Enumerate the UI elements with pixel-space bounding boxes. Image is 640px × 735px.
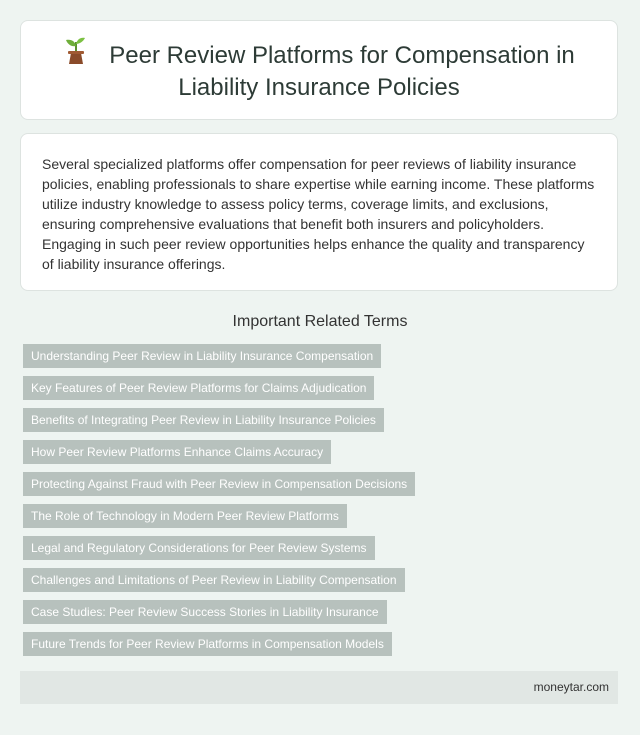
footer-site-link[interactable]: moneytar.com <box>533 680 609 694</box>
footer <box>20 671 618 704</box>
title-card <box>20 20 618 120</box>
related-term-link[interactable]: Key Features of Peer Review Platforms for Claims Adjudication <box>23 376 374 400</box>
related-term-link[interactable]: Future Trends for Peer Review Platforms in Compensation Models <box>23 632 392 656</box>
page-title: Peer Review Platforms for Compensation in Liability Insurance Policies <box>109 42 575 101</box>
related-term-link[interactable]: Challenges and Limitations of Peer Review in Liability Compensation <box>23 568 405 592</box>
related-term-link[interactable]: Protecting Against Fraud with Peer Review in Compensation Decisions <box>23 472 415 496</box>
sprout-icon <box>63 37 89 73</box>
related-term-link[interactable]: Case Studies: Peer Review Success Stories in Liability Insurance <box>23 600 387 624</box>
page-title-block <box>51 37 587 103</box>
related-term-link[interactable]: How Peer Review Platforms Enhance Claims Accuracy <box>23 440 331 464</box>
description-card <box>20 133 618 291</box>
related-term-link[interactable]: Understanding Peer Review in Liability Insurance Compensation <box>23 344 381 368</box>
related-term-link[interactable]: Benefits of Integrating Peer Review in Liability Insurance Policies <box>23 408 384 432</box>
description-text: Several specialized platforms offer compensation for peer reviews of liability insurance policies, enabling professionals to share expertise while earning income. These platforms utilize industry knowledge to assess policy terms, coverage limits, and exclusions, ensuring comprehensive evaluations that benefit both insurers and policyholders. Engaging in such peer review opportunities helps enhance the quality and transparency of liability insurance offerings. <box>42 156 595 272</box>
related-terms-heading: Important Related Terms <box>232 313 408 330</box>
related-terms-list <box>23 344 623 664</box>
related-term-link[interactable]: Legal and Regulatory Considerations for Peer Review Systems <box>23 536 375 560</box>
related-term-link[interactable]: The Role of Technology in Modern Peer Review Platforms <box>23 504 347 528</box>
